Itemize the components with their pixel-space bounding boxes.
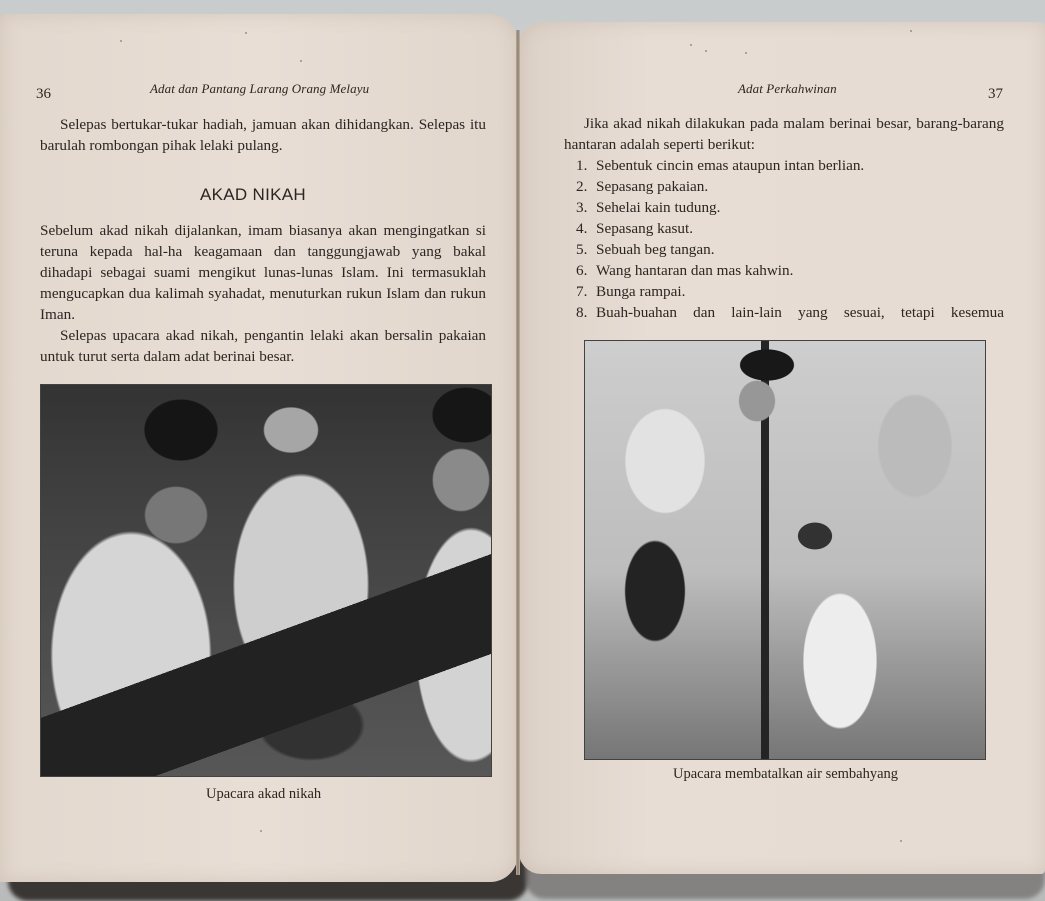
- paper-speck: [260, 830, 262, 832]
- right-page: [519, 22, 1045, 874]
- list-intro: [564, 113, 1004, 155]
- list-item: 5. Sebuah beg tangan.: [576, 241, 715, 258]
- paper-speck: [690, 44, 692, 46]
- paragraph-2: [40, 220, 486, 367]
- paragraph-2-text: Sebelum akad nikah dijalankan, imam biasanya akan mengingatkan si teruna kepada hal-ha keagamaan dan tanggungjawab yang bakal dihadapi sebagai suami mengikut lunas-lunas Islam. Ini termasuklah mengucapkan dua kalimah syahadat, menuturkan rukun Islam dan rukun Iman.: [40, 222, 486, 323]
- paper-speck: [300, 60, 302, 62]
- running-head-left: Adat dan Pantang Larang Orang Melayu: [150, 81, 370, 96]
- photo-caption-right: Upacara membatalkan air sembahyang: [673, 766, 899, 782]
- paper-speck: [745, 52, 747, 54]
- paper-speck: [120, 40, 122, 42]
- list-item: 2. Sepasang pakaian.: [576, 178, 709, 195]
- photo-caption-left: Upacara akad nikah: [206, 786, 322, 802]
- paragraph-3-text: Selepas upacara akad nikah, pengantin lelaki akan bersalin pakaian untuk turut serta dalam adat berinai besar.: [40, 327, 486, 365]
- section-heading: AKAD NIKAH: [200, 185, 306, 204]
- hantaran-list: [576, 155, 1004, 323]
- list-item: 6. Wang hantaran dan mas kahwin.: [576, 262, 794, 279]
- paper-speck: [900, 840, 902, 842]
- paragraph-1-text: Selepas bertukar-tukar hadiah, jamuan akan dihidangkan. Selepas itu barulah rombongan pihak lelaki pulang.: [40, 116, 486, 154]
- list-intro-text: Jika akad nikah dilakukan pada malam berinai besar, barang-barang hantaran adalah seperti berikut:: [564, 115, 1004, 153]
- paper-speck: [705, 50, 707, 52]
- paper-speck: [245, 32, 247, 34]
- list-item: 8. Buah-buahan dan lain-lain yang sesuai, tetapi kesemua: [576, 304, 1004, 321]
- running-head-right: Adat Perkahwinan: [738, 81, 837, 96]
- photo-akad-nikah: [40, 384, 492, 777]
- list-item: 7. Bunga rampai.: [576, 283, 686, 300]
- left-page: [0, 14, 518, 882]
- book-gutter: [516, 30, 520, 875]
- photo-membatalkan-air-sembahyang: [584, 340, 986, 760]
- page-number-right: 37: [988, 86, 1003, 102]
- list-item: 3. Sehelai kain tudung.: [576, 199, 721, 216]
- paper-speck: [910, 30, 912, 32]
- page-number-left: 36: [36, 86, 51, 102]
- list-item: 1. Sebentuk cincin emas ataupun intan berlian.: [576, 157, 865, 174]
- list-item: 4. Sepasang kasut.: [576, 220, 694, 237]
- paragraph-1: [40, 114, 486, 156]
